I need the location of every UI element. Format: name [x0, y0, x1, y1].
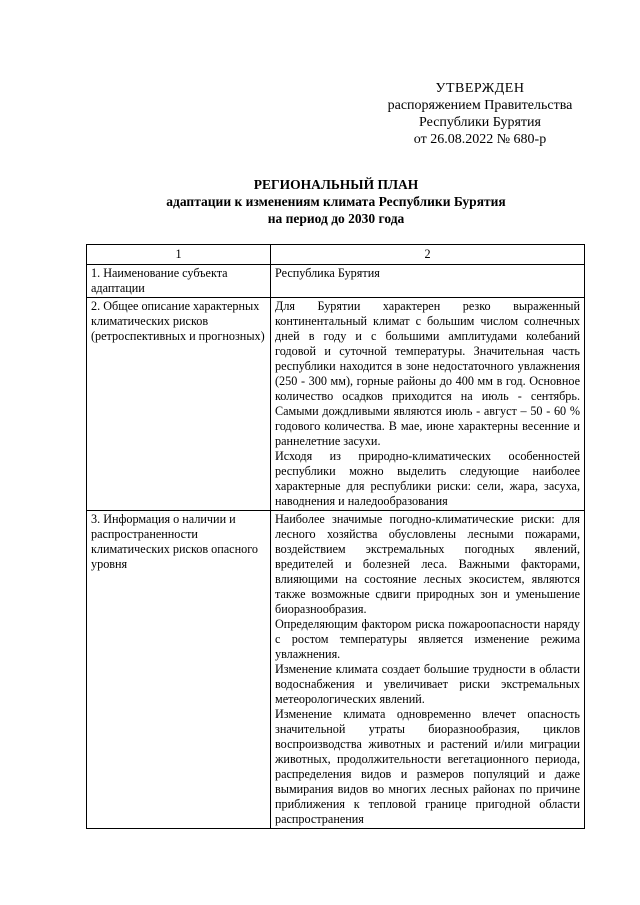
title-line-3: на период до 2030 года: [267, 211, 405, 226]
row-label-cell: [87, 511, 271, 829]
row-label: 3. Информация о наличии и распространенности климатических рисков опасного уровня: [91, 512, 258, 571]
row-paragraph: Исходя из природно-климатических особенностей республики можно выделить следующие наиболее характерные для республики риски: сели, жара, засуха, наводнения и наледообразования: [275, 449, 580, 508]
row-content-cell: [271, 265, 585, 298]
row-paragraph: Изменение климата создает большие трудности в области водоснабжения и увеличивает риски экстремальных метеорологических явлений.: [275, 662, 580, 706]
row-content-cell: [271, 298, 585, 511]
plan-table: [86, 244, 585, 829]
document-title: [86, 176, 586, 227]
row-paragraph: Наиболее значимые погодно-климатические риски: для лесного хозяйства обусловлены лесными пожарами, воздействием экстремальных погодных явлений, вредителей и болезней леса. Важными факторами, влияющими на состояние лесных экосистем, являются также возможные сдвиги природных зон и уменьшение биоразнообразия.: [275, 512, 580, 616]
row-label: 1. Наименование субъекта адаптации: [91, 266, 228, 295]
approval-line-2: Республики Бурятия: [419, 115, 541, 130]
row-paragraph: Изменение климата одновременно влечет опасность значительной утраты биоразнообразия, циклов воспроизводства животных и растений и/или миграции животных, продолжительности вегетационного периода, распределения видов и размеров популяций и даже вымирания видов во многих лесных районах по причине приближения к тепловой границе пригодной области распространения: [275, 707, 580, 826]
approval-title: УТВЕРЖДЕН: [435, 81, 525, 96]
row-content-cell: [271, 511, 585, 829]
table-row: [87, 265, 585, 298]
table-header-row: [87, 245, 585, 265]
approval-stamp: [360, 80, 600, 148]
title-line-1: РЕГИОНАЛЬНЫЙ ПЛАН: [253, 177, 419, 192]
column-header-1: 1: [87, 245, 271, 265]
approval-line-1: распоряжением Правительства: [387, 98, 573, 113]
row-label-cell: [87, 298, 271, 511]
row-label-cell: [87, 265, 271, 298]
row-paragraph: Определяющим фактором риска пожароопасности наряду с ростом температуры является изменение режима увлажнения.: [275, 617, 580, 661]
row-label: 2. Общее описание характерных климатических рисков (ретроспективных и прогнозных): [91, 299, 265, 343]
table-row: [87, 511, 585, 829]
title-line-2: адаптации к изменениям климата Республики Бурятия: [166, 194, 506, 209]
column-header-2: 2: [271, 245, 585, 265]
table-row: [87, 298, 585, 511]
row-paragraph: Республика Бурятия: [275, 266, 380, 280]
approval-line-3: от 26.08.2022 № 680-р: [413, 132, 547, 147]
row-paragraph: Для Бурятии характерен резко выраженный континентальный климат с большим числом солнечных дней в году и с большими амплитудами колебаний годовой и суточной температуры. Значительная часть республики находится в зоне недостаточного увлажнения (250 - 300 мм), горные районы до 400 мм в год. Основное количество осадков приходится на июль - сентябрь. Самыми дождливыми являются июль - август – 50 - 60 % годового количества. В мае, июне характерны весенние и раннелетние засухи.: [275, 299, 580, 448]
